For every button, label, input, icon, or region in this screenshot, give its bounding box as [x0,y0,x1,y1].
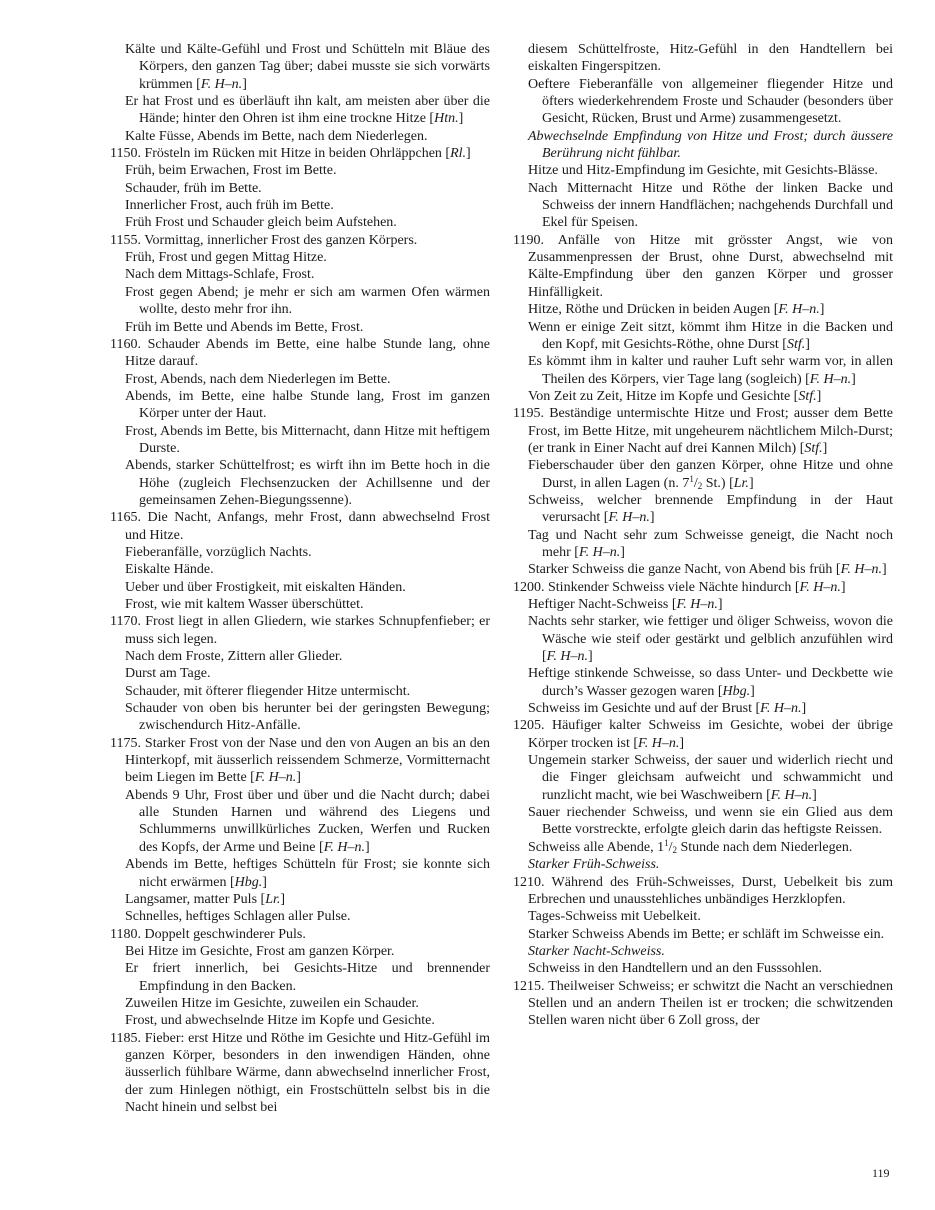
numbered-entry [110,145,490,162]
symptom-entry [513,943,893,960]
symptom-entry [513,960,893,977]
symptom-entry [110,319,490,336]
entry-text: Ungemein starker Schweiss, der sauer und widerlich riecht und die Finger gleichsam aufweicht und schwammicht und runzlicht macht, wie bei Waschweibern [ [528,753,893,803]
source-abbreviation: Hbg. [234,874,263,890]
entry-text: ] [805,336,810,352]
symptom-entry [110,284,490,319]
entry-text: Fieberanfälle, vorzüglich Nachts. [125,544,312,560]
entry-text: Schnelles, heftiges Schlagen aller Pulse. [125,909,351,925]
entry-text: Kälte und Kälte-Gefühl und Frost und Schütteln mit Bläue des Körpers, den ganzen Tag über; dabei musste sie sich vorwärts krümmen [ [125,42,490,92]
symptom-entry [513,665,893,700]
source-abbreviation: F. H–n. [809,371,852,387]
source-abbreviation: F. H–n. [778,302,820,318]
entry-number: 1190. [513,232,544,248]
symptom-entry [110,41,490,93]
entry-text: Frost, wie mit kaltem Wasser überschüttet. [125,597,364,612]
source-abbreviation: Hbg. [722,683,751,699]
symptom-entry [513,527,893,562]
numbered-entry [110,232,490,249]
entry-text: Starker Schweiss die ganze Nacht, von Abend bis früh [ [528,562,841,578]
entry-text: Während des Früh-Schweisses, Durst, Uebelkeit bis zum Erbrechen und unausstehliches unbändiges Herzklopfen. [528,874,893,907]
symptom-entry [110,960,490,995]
entry-text: ] [280,891,286,907]
source-abbreviation: F. H–n. [840,562,882,578]
entry-number: 1150. [110,146,141,162]
entry-text: Innerlicher Frost, auch früh im Bette. [125,198,334,214]
entry-text: ] [262,874,267,890]
numbered-entry [513,717,893,752]
entry-text: ] [840,579,846,595]
entry-text: Früh, beim Erwachen, Frost im Bette. [125,163,337,179]
entry-text: Nach dem Mittags-Schlafe, Frost. [125,267,315,283]
entry-number: 1165. [110,510,141,526]
source-abbreviation: F. H–n. [254,770,297,786]
entry-text: Früh, Frost und gegen Mittag Hitze. [125,250,327,266]
source-abbreviation: F. H–n. [200,76,243,92]
numbered-entry [110,336,490,371]
entry-text: Die Nacht, Anfangs, mehr Frost, dann abwechselnd Frost und Hitze. [125,510,490,543]
source-abbreviation: Lr. [733,475,749,491]
entry-number: 1175. [110,735,141,751]
source-abbreviation: Starker Nacht-Schweiss. [528,943,665,959]
left-column [110,41,490,1116]
symptom-entry [110,908,490,925]
entry-text: Zuweilen Hitze im Gesichte, zuweilen ein Schauder. [125,995,419,1011]
source-abbreviation: Stf. [786,336,806,352]
entry-text: Schweiss im Gesichte und auf der Brust [ [528,701,761,717]
symptom-entry [110,561,490,578]
symptom-entry [513,926,893,943]
symptom-entry [513,752,893,804]
source-abbreviation: F. H–n. [578,544,621,560]
numbered-entry [513,978,893,1030]
entry-text: Kalte Füsse, Abends im Bette, nach dem Niederlegen. [125,128,428,144]
source-abbreviation: F. H–n. [546,649,589,665]
symptom-entry [513,128,893,163]
entry-text: Fieber: erst Hitze und Röthe im Gesichte und Hitz-Gefühl im ganzen Körper, besonders in den inwendigen Händen, ohne äusserlich fühlbare Wärme, dann abwechselnd innerlicher Frost, der zum Hinlegen nöthigt, ein Frostschütteln selbst bis in die Nacht hinein und selbst bei [125,1030,491,1115]
entry-text: Nachts sehr starker, wie fettiger und öliger Schweiss, wovon die Wäsche wie steif oder gestärkt und gelblich anzufühlen wird [ [528,614,893,665]
entry-text: Frost, Abends, nach dem Niederlegen im Bette. [125,371,391,387]
source-abbreviation: Starker Früh-Schweiss. [528,857,660,873]
symptom-entry [513,908,893,925]
entry-number: 1215. [513,978,545,994]
entry-text: / [693,475,698,491]
source-abbreviation: F. H–n. [638,735,680,751]
symptom-entry [513,319,893,354]
entry-text: / [668,839,673,855]
entry-text: ] [365,839,370,855]
symptom-entry [110,943,490,960]
symptom-entry [513,856,893,873]
entry-text: Starker Schweiss Abends im Bette; er schläft im Schweisse ein. [528,926,885,942]
entry-text: Anfälle von Hitze mit grösster Angst, wie von Zusammenpressen der Brust, ohne Durst, abwechselnd mit Kälte-Empfindung über den ganzen Körper und grosser Hinfälligkeit. [528,232,893,300]
entry-text: ] [748,475,754,491]
entry-text: Fieberschauder über den ganzen Körper, ohne Hitze und ohne Durst, in allen Lagen (n. 7 [528,458,893,491]
entry-text: Bei Hitze im Gesichte, Frost am ganzen Körper. [125,943,395,959]
entry-text: ] [801,701,807,717]
entry-text: Früh im Bette und Abends im Bette, Frost. [125,319,364,335]
entry-text: Durst am Tage. [125,666,211,682]
symptom-entry [110,700,490,735]
entry-text: Stunde nach dem Niederlegen. [676,839,853,855]
entry-text: Von Zeit zu Zeit, Hitze im Kopfe und Gesichte [ [528,388,799,404]
fraction-numerator: 1 [689,473,694,484]
entry-text: Doppelt geschwinderer Puls. [144,926,306,942]
entry-text: Abends, starker Schüttelfrost; es wirft ihn im Bette hoch in die Höhe (zugleich Flechsenzucken der Achillsenne und der gemeinsamen Zehen-Biegungssenne). [125,458,490,508]
entry-number: 1210. [513,874,545,890]
source-abbreviation: Lr. [265,891,281,907]
entry-text: Tages-Schweiss mit Uebelkeit. [528,909,701,925]
entry-text: Frost liegt in allen Gliedern, wie starkes Schnupfenfieber; er muss sich legen. [125,614,490,647]
entry-text: Schauder Abends im Bette, eine halbe Stunde lang, ohne Hitze darauf. [125,336,490,370]
entry-text: ] [819,302,825,318]
numbered-entry [110,509,490,544]
entry-text: Tag und Nacht sehr zum Schweisse geneigt, die Nacht noch mehr [ [528,527,893,560]
symptom-entry [110,162,490,179]
entry-text: Ueber und über Frostigkeit, mit eiskalten Händen. [125,579,406,595]
source-abbreviation: F. H–n. [676,597,718,612]
symptom-entry [513,180,893,232]
entry-text: Nach Mitternacht Hitze und Röthe der linken Backe und Schweiss der innern Handflächen; nachgehends Durchfall und Ekel für Speisen. [528,180,893,231]
symptom-entry [513,596,893,613]
entry-text: Er hat Frost und es überläuft ihn kalt, am meisten aber über die Hände; hinter den Ohren ist ihm eine trockne Hitze [ [125,94,490,127]
entry-text: Schauder, früh im Bette. [125,180,262,196]
fraction-numerator: 1 [664,837,669,848]
symptom-entry [110,266,490,283]
fraction-denominator: 2 [697,480,703,491]
symptom-entry [110,596,490,613]
entry-text: Oeftere Fieberanfälle von allgemeiner fliegender Hitze und öfters wiederkehrendem Froste und Schauder (besonders über Gesicht, Rücken, Brust und Arme) zusammengesetzt. [528,76,893,127]
source-abbreviation: Rl. [450,146,467,162]
symptom-entry [110,544,490,561]
entry-text: ] [750,683,755,699]
entry-text: ] [649,510,655,526]
entry-text: diesem Schüttelfroste, Hitz-Gefühl in den Handtellern bei eiskalten Fingerspitzen. [528,42,893,75]
entry-text: Eiskalte Hände. [125,562,214,578]
symptom-entry [513,492,893,527]
entry-text: Hitze und Hitz-Empfindung im Gesichte, mit Gesichts-Blässe. [528,163,878,179]
entry-text: Frost, und abwechselnde Hitze im Kopfe und Gesichte. [125,1013,435,1029]
entry-text: Frost, Abends im Bette, bis Mitternacht, dann Hitze mit heftigem Durste. [125,423,490,456]
symptom-entry [110,423,490,458]
source-abbreviation: Stf. [798,388,817,404]
entry-number: 1155. [110,232,141,248]
symptom-entry [513,613,893,665]
entry-text: Abends, im Bette, eine halbe Stunde lang, Frost im ganzen Körper unter der Haut. [125,388,490,422]
entry-number: 1195. [513,406,544,422]
source-abbreviation: F. H–n. [323,839,366,855]
entry-text: Theilweiser Schweiss; er schwitzt die Nacht an verschiednen Stellen und an andern Theilen ist er trocken; die schwitzenden Stellen waren nicht über 6 Zoll gross, der [528,978,894,1029]
symptom-entry [110,371,490,388]
symptom-entry [110,995,490,1012]
symptom-entry [110,249,490,266]
numbered-entry [513,579,893,596]
symptom-entry [513,561,893,578]
entry-number: 1160. [110,336,141,352]
entry-text: Schweiss alle Abende, 1 [528,839,665,855]
entry-text: Schauder, mit öfterer fliegender Hitze untermischt. [125,683,411,699]
numbered-entry [513,405,893,457]
entry-text: ] [458,111,464,127]
source-abbreviation: Abwechselnde Empfindung von Hitze und Frost; durch äussere Berührung nicht fühlbar. [528,128,893,162]
entry-number: 1205. [513,718,545,734]
source-abbreviation: Stf. [804,440,823,456]
entry-text: ] [296,770,301,786]
source-abbreviation: F. H–n. [799,579,841,595]
symptom-entry [513,700,893,717]
entry-text: Wenn er einige Zeit sitzt, kömmt ihm Hitze in die Backen und den Kopf, mit Gesichts-Röthe, ohne Durst [ [528,319,893,352]
symptom-entry [513,388,893,405]
entry-text: ] [620,544,625,560]
entry-text: Sauer riechender Schweiss, und wenn sie ein Glied aus dem Bette vorstreckte, erfolgte gleich darin das heftigste Reissen. [528,805,893,838]
source-abbreviation: F. H–n. [608,510,650,526]
symptom-entry [513,41,893,76]
symptom-entry [110,457,490,509]
entry-text: ] [822,440,828,456]
numbered-entry [513,232,893,301]
symptom-entry [110,891,490,908]
entry-text: Langsamer, matter Puls [ [125,891,266,907]
page-number: 119 [872,1166,890,1180]
numbered-entry [513,874,893,909]
entry-text: Häufiger kalter Schweiss im Gesichte, wobei der übrige Körper trocken ist [ [528,718,893,751]
fraction-denominator: 2 [672,844,677,855]
entry-number: 1200. [513,579,545,595]
numbered-entry [110,735,490,787]
symptom-entry [513,301,893,318]
entry-text: ] [679,735,685,751]
entry-text: ] [851,371,856,387]
symptom-entry [513,457,893,492]
numbered-entry [110,926,490,943]
symptom-entry [110,787,490,856]
entry-text: Vormittag, innerlicher Frost des ganzen Körpers. [144,232,418,248]
symptom-entry [110,180,490,197]
source-abbreviation: F. H–n. [760,701,802,717]
entry-text: Nach dem Froste, Zittern aller Glieder. [125,649,343,665]
symptom-entry [513,839,893,856]
entry-text: St.) [ [702,475,734,491]
entry-number: 1170. [110,614,141,630]
entry-text: Heftige stinkende Schweisse, so dass Unter- und Deckbette wie durch’s Wasser gezogen waren [ [528,666,893,699]
symptom-entry [110,1012,490,1029]
numbered-entry [110,613,490,648]
entry-text: Abends 9 Uhr, Frost über und über und die Nacht durch; dabei alle Stunden Harnen und während des Liegens und Schlummerns unwillkürliches Zucken, Werfen und Rucken des Kopfs, der Arme und Beine [ [125,787,490,855]
entry-text: Früh Frost und Schauder gleich beim Aufstehen. [125,215,397,231]
entry-text: Abends im Bette, heftiges Schütteln für Frost; sie konnte sich nicht erwärmen [ [125,857,490,890]
symptom-entry [513,804,893,839]
entry-number: 1180. [110,926,141,942]
symptom-entry [110,665,490,682]
symptom-entry [513,353,893,388]
entry-text: Er friert innerlich, bei Gesichts-Hitze und brennender Empfindung in den Backen. [125,961,490,994]
right-column [513,41,893,1030]
entry-text: Es kömmt ihm in kalter und rauher Luft sehr warm vor, in allen Theilen des Körpers, vier Tage lang (sogleich) [ [528,354,893,387]
entry-text: Schweiss, welcher brennende Empfindung in der Haut verursacht [ [528,492,893,526]
numbered-entry [110,1030,490,1117]
entry-text: Hitze, Röthe und Drücken in beiden Augen [ [528,302,779,318]
symptom-entry [110,579,490,596]
symptom-entry [110,388,490,423]
entry-text: Heftiger Nacht-Schweiss [ [528,597,677,612]
entry-text: Stinkender Schweiss viele Nächte hindurch [ [548,579,800,595]
entry-text: Schweiss in den Handtellern und an den Fusssohlen. [528,961,822,977]
entry-text: Frost gegen Abend; je mehr er sich am warmen Ofen wärmen wollte, desto mehr fror ihn. [125,284,490,318]
symptom-entry [110,197,490,214]
entry-text: ] [816,388,822,404]
entry-text: Beständige untermischte Hitze und Frost; ausser dem Bette Frost, im Bette Hitze, mit ungeheurem nächtlichem Milch-Durst; (er trank in Einer Nacht auf drei Kannen Milch) [ [528,406,893,456]
symptom-entry [110,128,490,145]
entry-text: Schauder von oben bis herunter bei der geringsten Bewegung; zwischendurch Hitz-Anfälle. [125,701,490,734]
symptom-entry [110,93,490,128]
entry-text: ] [466,146,471,162]
entry-text: Frösteln im Rücken mit Hitze in beiden Ohrläppchen [ [144,146,451,162]
source-abbreviation: F. H–n. [770,787,813,803]
entry-text: ] [717,597,723,612]
symptom-entry [513,76,893,128]
symptom-entry [110,648,490,665]
entry-text: ] [588,649,593,665]
source-abbreviation: Htn. [434,111,459,127]
entry-text: ] [881,562,887,578]
entry-text: Starker Frost von der Nase und den von Augen an bis an den Hinterkopf, mit äusserlich reissendem Schmerze, Vormitternacht beim Liegen im Bette [ [125,735,490,786]
entry-text: ] [812,787,817,803]
entry-text: ] [242,76,247,92]
symptom-entry [110,683,490,700]
symptom-entry [513,162,893,179]
symptom-entry [110,856,490,891]
entry-number: 1185. [110,1030,141,1046]
symptom-entry [110,214,490,231]
